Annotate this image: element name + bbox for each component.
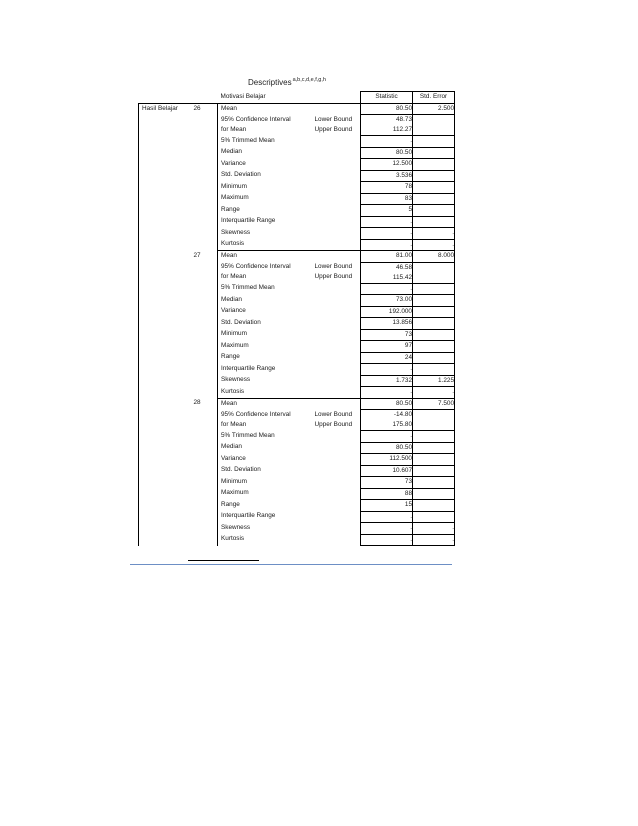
row-label: Interquartile Range: [218, 511, 312, 523]
table-row: [139, 159, 455, 171]
table-row: [139, 341, 455, 353]
statistic-cell: .: [361, 228, 413, 240]
std-error-cell: [413, 488, 455, 500]
dependent-cell: [139, 136, 191, 148]
statistic-cell: .: [361, 387, 413, 399]
row-bound: [312, 465, 361, 477]
row-label: Std. Deviation: [218, 318, 312, 330]
group-cell: [191, 318, 218, 330]
row-label: 95% Confidence Interval for Mean: [218, 262, 312, 283]
group-cell: [191, 511, 218, 523]
dependent-cell: [139, 375, 191, 387]
dependent-cell: [139, 228, 191, 240]
std-error-cell: [413, 477, 455, 489]
dependent-cell: [139, 182, 191, 194]
dependent-cell: [139, 329, 191, 341]
statistic-cell: 80.50: [361, 147, 413, 159]
dependent-label: Hasil Belajar: [139, 103, 191, 115]
std-error-cell: [413, 442, 455, 454]
std-error-cell: [413, 454, 455, 466]
std-error-cell: .: [413, 387, 455, 399]
group-cell: [191, 329, 218, 341]
table-row: [139, 352, 455, 364]
row-label: Median: [218, 442, 312, 454]
dependent-cell: [139, 488, 191, 500]
std-error-cell: [413, 115, 455, 136]
table-row: [139, 283, 455, 295]
group-cell: [191, 523, 218, 535]
row-bound: [312, 216, 361, 228]
std-error-cell: [413, 170, 455, 182]
table-row: [139, 306, 455, 318]
group-level: 26: [193, 104, 201, 112]
statistic-cell: .: [361, 364, 413, 376]
row-bound: [312, 364, 361, 376]
page-rule: [130, 564, 452, 565]
statistic-cell: 192.000: [361, 306, 413, 318]
table-row: [139, 523, 455, 535]
group-cell: [191, 306, 218, 318]
table-title: [248, 77, 326, 87]
row-label: Variance: [218, 454, 312, 466]
row-bound: [312, 534, 361, 546]
group-cell: [191, 193, 218, 205]
group-cell: [191, 410, 218, 431]
group-cell: [191, 262, 218, 283]
row-label: Std. Deviation: [218, 465, 312, 477]
group-cell: [191, 159, 218, 171]
statistic-cell: .: [361, 239, 413, 251]
statistic-cell: 3.536: [361, 170, 413, 182]
row-bound: [312, 511, 361, 523]
header-std-error: Std. Error: [413, 92, 455, 104]
table-row: [139, 103, 455, 115]
std-error-cell: [413, 147, 455, 159]
row-label: 95% Confidence Interval for Mean: [218, 115, 312, 136]
row-label: Skewness: [218, 228, 312, 240]
std-error-cell: [413, 205, 455, 217]
std-error-cell: 2.500: [413, 103, 455, 115]
statistic-cell: 81.00: [361, 251, 413, 263]
std-error-cell: [413, 306, 455, 318]
table-row: [139, 398, 455, 410]
statistic-cell: 73.00: [361, 295, 413, 307]
statistic-cell: 5: [361, 205, 413, 217]
row-bound: [312, 523, 361, 535]
row-label: 95% Confidence Interval for Mean: [218, 410, 312, 431]
statistic-cell: 24: [361, 352, 413, 364]
row-bound: [312, 387, 361, 399]
row-label: Range: [218, 500, 312, 512]
table-row: [139, 216, 455, 228]
group-cell: [191, 477, 218, 489]
statistic-cell: 83: [361, 193, 413, 205]
row-label: Variance: [218, 159, 312, 171]
row-bound: [312, 136, 361, 148]
statistic-cell: .: [361, 216, 413, 228]
std-error-cell: 1.225: [413, 375, 455, 387]
statistic-cell: 13.856: [361, 318, 413, 330]
std-error-cell: [413, 262, 455, 283]
std-error-cell: [413, 295, 455, 307]
group-cell: [191, 375, 218, 387]
dependent-cell: [139, 352, 191, 364]
row-bound: [312, 454, 361, 466]
row-bound: [312, 228, 361, 240]
table-row: [139, 465, 455, 477]
dependent-cell: [139, 205, 191, 217]
row-bound: Lower Bound Upper Bound: [314, 263, 353, 280]
group-cell: [191, 364, 218, 376]
table-row: [139, 147, 455, 159]
row-bound: [312, 159, 361, 171]
table-row: [139, 205, 455, 217]
title-superscript: a,b,c,d,e,f,g,h: [292, 77, 326, 83]
group-level: 28: [193, 399, 201, 406]
statistic-cell: 73: [361, 477, 413, 489]
row-bound: [312, 318, 361, 330]
table-row: [139, 488, 455, 500]
group-cell: [191, 341, 218, 353]
group-cell: [191, 228, 218, 240]
std-error-cell: [413, 465, 455, 477]
statistic-cell: 97: [361, 341, 413, 353]
row-label: Mean: [218, 251, 312, 263]
std-error-cell: 7.500: [413, 398, 455, 410]
header-factor: Motivasi Belajar: [218, 92, 361, 104]
table-row: [139, 454, 455, 466]
std-error-cell: [413, 216, 455, 228]
statistic-cell: 1.732: [361, 375, 413, 387]
group-cell: [191, 170, 218, 182]
row-bound: [312, 477, 361, 489]
row-bound: [312, 488, 361, 500]
table-row: [139, 170, 455, 182]
statistic-cell: 46.58 115.42: [361, 262, 413, 283]
group-level: 27: [193, 251, 201, 259]
group-cell: [191, 295, 218, 307]
dependent-cell: [139, 193, 191, 205]
std-error-cell: [413, 341, 455, 353]
dependent-cell: [139, 341, 191, 353]
dependent-cell: [139, 387, 191, 399]
dependent-cell: [139, 306, 191, 318]
statistic-cell: .: [361, 136, 413, 148]
statistic-cell: -14.80 175.80: [361, 410, 413, 431]
dependent-cell: [139, 534, 191, 546]
table-row: [139, 251, 455, 263]
group-cell: [191, 352, 218, 364]
std-error-cell: [413, 431, 455, 443]
group-cell: [191, 216, 218, 228]
statistic-cell: 15: [361, 500, 413, 512]
std-error-cell: .: [413, 239, 455, 251]
row-bound: [312, 352, 361, 364]
table-row: [139, 228, 455, 240]
table-row: [139, 115, 455, 136]
row-bound: [312, 398, 361, 410]
dependent-cell: [139, 364, 191, 376]
dependent-cell: [139, 147, 191, 159]
row-bound: [312, 182, 361, 194]
statistic-cell: .: [361, 431, 413, 443]
row-bound: [312, 193, 361, 205]
row-bound: [312, 442, 361, 454]
statistic-cell: .: [361, 534, 413, 546]
row-label: Minimum: [218, 477, 312, 489]
row-label: Range: [218, 205, 312, 217]
statistic-cell: .: [361, 283, 413, 295]
std-error-cell: [413, 182, 455, 194]
row-bound: [312, 500, 361, 512]
std-error-cell: [413, 329, 455, 341]
table-row: [139, 318, 455, 330]
table-row: [139, 295, 455, 307]
table-row: [139, 182, 455, 194]
row-bound: [312, 306, 361, 318]
std-error-cell: [413, 352, 455, 364]
dependent-cell: [139, 398, 191, 410]
table-row: [139, 442, 455, 454]
dependent-cell: [139, 239, 191, 251]
title-text: Descriptives: [248, 78, 292, 87]
statistic-cell: .: [361, 523, 413, 535]
dependent-cell: [139, 115, 191, 136]
row-label: Minimum: [218, 329, 312, 341]
std-error-cell: 8.000: [413, 251, 455, 263]
row-label: 5% Trimmed Mean: [218, 136, 312, 148]
group-cell: [191, 182, 218, 194]
table-row: [139, 136, 455, 148]
row-bound: [312, 251, 361, 263]
statistic-cell: 80.50: [361, 398, 413, 410]
row-label: Maximum: [218, 193, 312, 205]
header-row: [139, 92, 455, 104]
dependent-cell: [139, 216, 191, 228]
table-row: [139, 193, 455, 205]
row-bound: [312, 431, 361, 443]
row-bound: [312, 375, 361, 387]
header-statistic: Statistic: [361, 92, 413, 104]
row-bound: [312, 170, 361, 182]
dependent-cell: [139, 251, 191, 263]
dependent-cell: [139, 262, 191, 283]
dependent-cell: [139, 454, 191, 466]
group-cell: [191, 500, 218, 512]
row-label: Kurtosis: [218, 239, 312, 251]
table-row: [139, 534, 455, 546]
descriptives-table: [138, 91, 455, 546]
table-row: [139, 329, 455, 341]
row-label: 5% Trimmed Mean: [218, 283, 312, 295]
group-cell: [191, 115, 218, 136]
row-bound: [312, 147, 361, 159]
row-label: Maximum: [218, 488, 312, 500]
std-error-cell: [413, 193, 455, 205]
table-row: [139, 500, 455, 512]
row-bound: [312, 329, 361, 341]
group-cell: [191, 239, 218, 251]
row-label: Maximum: [218, 341, 312, 353]
dependent-cell: [139, 318, 191, 330]
statistic-cell: 112.500: [361, 454, 413, 466]
row-bound: [312, 341, 361, 353]
row-label: Minimum: [218, 182, 312, 194]
dependent-cell: [139, 465, 191, 477]
dependent-cell: [139, 159, 191, 171]
row-bound: [312, 283, 361, 295]
group-cell: [191, 442, 218, 454]
std-error-cell: [413, 511, 455, 523]
row-label: Std. Deviation: [218, 170, 312, 182]
row-label: Interquartile Range: [218, 216, 312, 228]
row-bound: Lower Bound Upper Bound: [314, 410, 353, 428]
group-cell: [191, 488, 218, 500]
table-row: [139, 477, 455, 489]
statistic-cell: 48.73 112.27: [361, 115, 413, 136]
group-cell: [191, 465, 218, 477]
std-error-cell: .: [413, 228, 455, 240]
row-bound: Lower Bound Upper Bound: [314, 115, 353, 133]
table-row: [139, 262, 455, 283]
statistic-cell: 80.50: [361, 103, 413, 115]
dependent-cell: [139, 410, 191, 431]
statistic-cell: 80.50: [361, 442, 413, 454]
row-label: Mean: [218, 103, 312, 115]
std-error-cell: [413, 159, 455, 171]
group-cell: [191, 534, 218, 546]
dependent-cell: [139, 511, 191, 523]
std-error-cell: [413, 500, 455, 512]
row-label: Mean: [218, 398, 312, 410]
row-label: Range: [218, 352, 312, 364]
row-bound: [312, 205, 361, 217]
table-row: [139, 364, 455, 376]
table-row: [139, 239, 455, 251]
table-row: [139, 410, 455, 431]
statistic-cell: 10.607: [361, 465, 413, 477]
row-bound: [312, 295, 361, 307]
dependent-cell: [139, 170, 191, 182]
row-label: Skewness: [218, 375, 312, 387]
group-cell: [191, 136, 218, 148]
statistic-cell: 88: [361, 488, 413, 500]
statistic-cell: 73: [361, 329, 413, 341]
row-label: Kurtosis: [218, 387, 312, 399]
group-cell: [191, 387, 218, 399]
std-error-cell: [413, 318, 455, 330]
table-row: [139, 511, 455, 523]
statistic-cell: 12.500: [361, 159, 413, 171]
group-cell: [191, 283, 218, 295]
statistic-cell: .: [361, 511, 413, 523]
row-label: Interquartile Range: [218, 364, 312, 376]
dependent-cell: [139, 500, 191, 512]
dependent-cell: [139, 523, 191, 535]
row-label: Skewness: [218, 523, 312, 535]
std-error-cell: [413, 410, 455, 431]
group-cell: [191, 205, 218, 217]
row-label: Median: [218, 147, 312, 159]
row-bound: [312, 239, 361, 251]
table-row: [139, 387, 455, 399]
group-cell: [191, 454, 218, 466]
dependent-cell: [139, 295, 191, 307]
statistic-cell: 78: [361, 182, 413, 194]
std-error-cell: [413, 283, 455, 295]
dependent-cell: [139, 283, 191, 295]
table-row: [139, 375, 455, 387]
row-label: Variance: [218, 306, 312, 318]
row-bound: [312, 103, 361, 115]
dependent-cell: [139, 442, 191, 454]
std-error-cell: [413, 136, 455, 148]
std-error-cell: .: [413, 534, 455, 546]
row-label: 5% Trimmed Mean: [218, 431, 312, 443]
table-row: [139, 431, 455, 443]
dependent-cell: [139, 431, 191, 443]
group-cell: [191, 431, 218, 443]
std-error-cell: [413, 364, 455, 376]
dependent-cell: [139, 477, 191, 489]
group-cell: [191, 147, 218, 159]
std-error-cell: .: [413, 523, 455, 535]
table-bottom-rule: [188, 560, 259, 561]
row-label: Median: [218, 295, 312, 307]
row-label: Kurtosis: [218, 534, 312, 546]
